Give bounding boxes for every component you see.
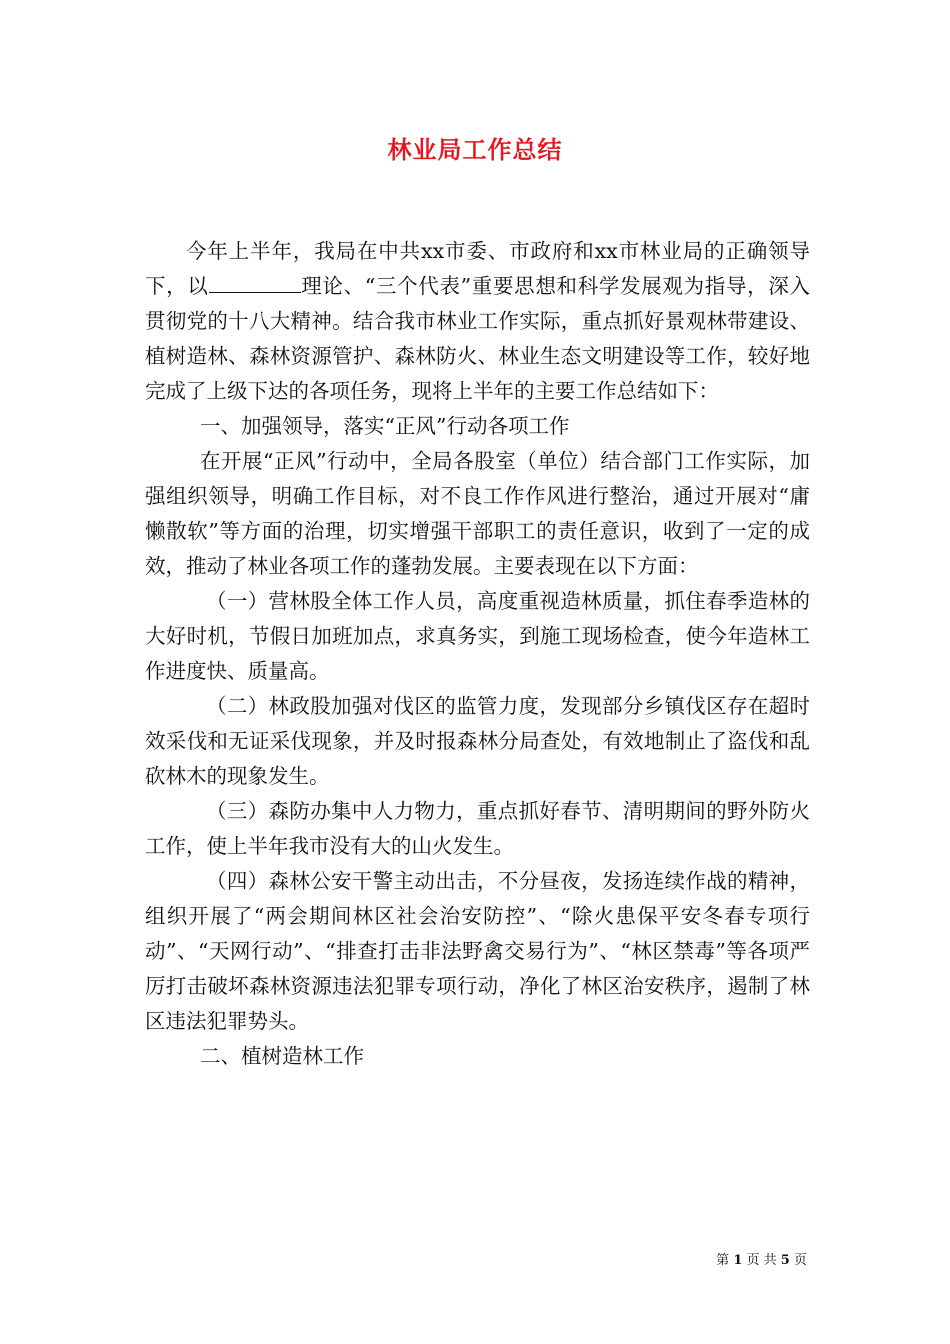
list-item-2: （二）林政股加强对伐区的监管力度，发现部分乡镇伐区存在超时效采伐和无证采伐现象，并及时报森林分局查处，有效地制止了盗伐和乱砍林木的现象发生。	[145, 694, 810, 788]
fill-in-blank	[209, 276, 301, 293]
footer-prefix: 第	[716, 1253, 730, 1268]
list-item-3: （三）森防办集中人力物力，重点抓好春节、清明期间的野外防火工作，使上半年我市没有大的山火发生。	[145, 799, 810, 858]
section-1-paragraph: 在开展“正风”行动中，全局各股室（单位）结合部门工作实际，加强组织领导，明确工作目标，对不良工作作风进行整治，通过开展对“庸懒散软”等方面的治理，切实增强干部职工的责任意识，收到了一定的成效，推动了林业各项工作的蓬勃发展。主要表现在以下方面：	[145, 449, 810, 578]
list-item-1: （一）营林股全体工作人员，高度重视造林质量，抓住春季造林的大好时机，节假日加班加点，求真务实，到施工现场检查，使今年造林工作进度快、质量高。	[145, 589, 810, 683]
document-body	[145, 234, 810, 1074]
intro-paragraph	[145, 234, 810, 409]
section-1-heading: 一、加强领导，落实“正风”行动各项工作	[200, 414, 570, 438]
intro-text-before-blank: 今年上半年，我局在中共xx市委、市政府和xx市林业局的正确领导下，以	[145, 239, 810, 298]
footer-suffix: 页	[793, 1253, 807, 1268]
current-page-number: 1	[733, 1253, 743, 1268]
intro-text-after-blank: 理论、“三个代表”重要思想和科学发展观为指导，深入贯彻党的十八大精神。结合我市林业工作实际，重点抓好景观林带建设、植树造林、森林资源管护、森林防火、林业生态文明建设等工作，较好地完成了上级下达的各项任务，现将上半年的主要工作总结如下：	[145, 274, 810, 403]
page-number-footer	[716, 1249, 807, 1268]
document-title: 林业局工作总结	[387, 135, 563, 164]
footer-middle: 页 共	[746, 1253, 777, 1268]
list-item-4: （四）森林公安干警主动出击，不分昼夜，发扬连续作战的精神，组织开展了“两会期间林区社会治安防控”、“除火患保平安冬春专项行动”、“天网行动”、“排查打击非法野禽交易行为”、“林区禁毒”等各项严厉打击破坏森林资源违法犯罪专项行动，净化了林区治安秩序，遏制了林区违法犯罪势头。	[145, 869, 810, 1033]
section-2-heading: 二、植树造林工作	[200, 1044, 364, 1068]
total-page-number: 5	[780, 1253, 790, 1268]
